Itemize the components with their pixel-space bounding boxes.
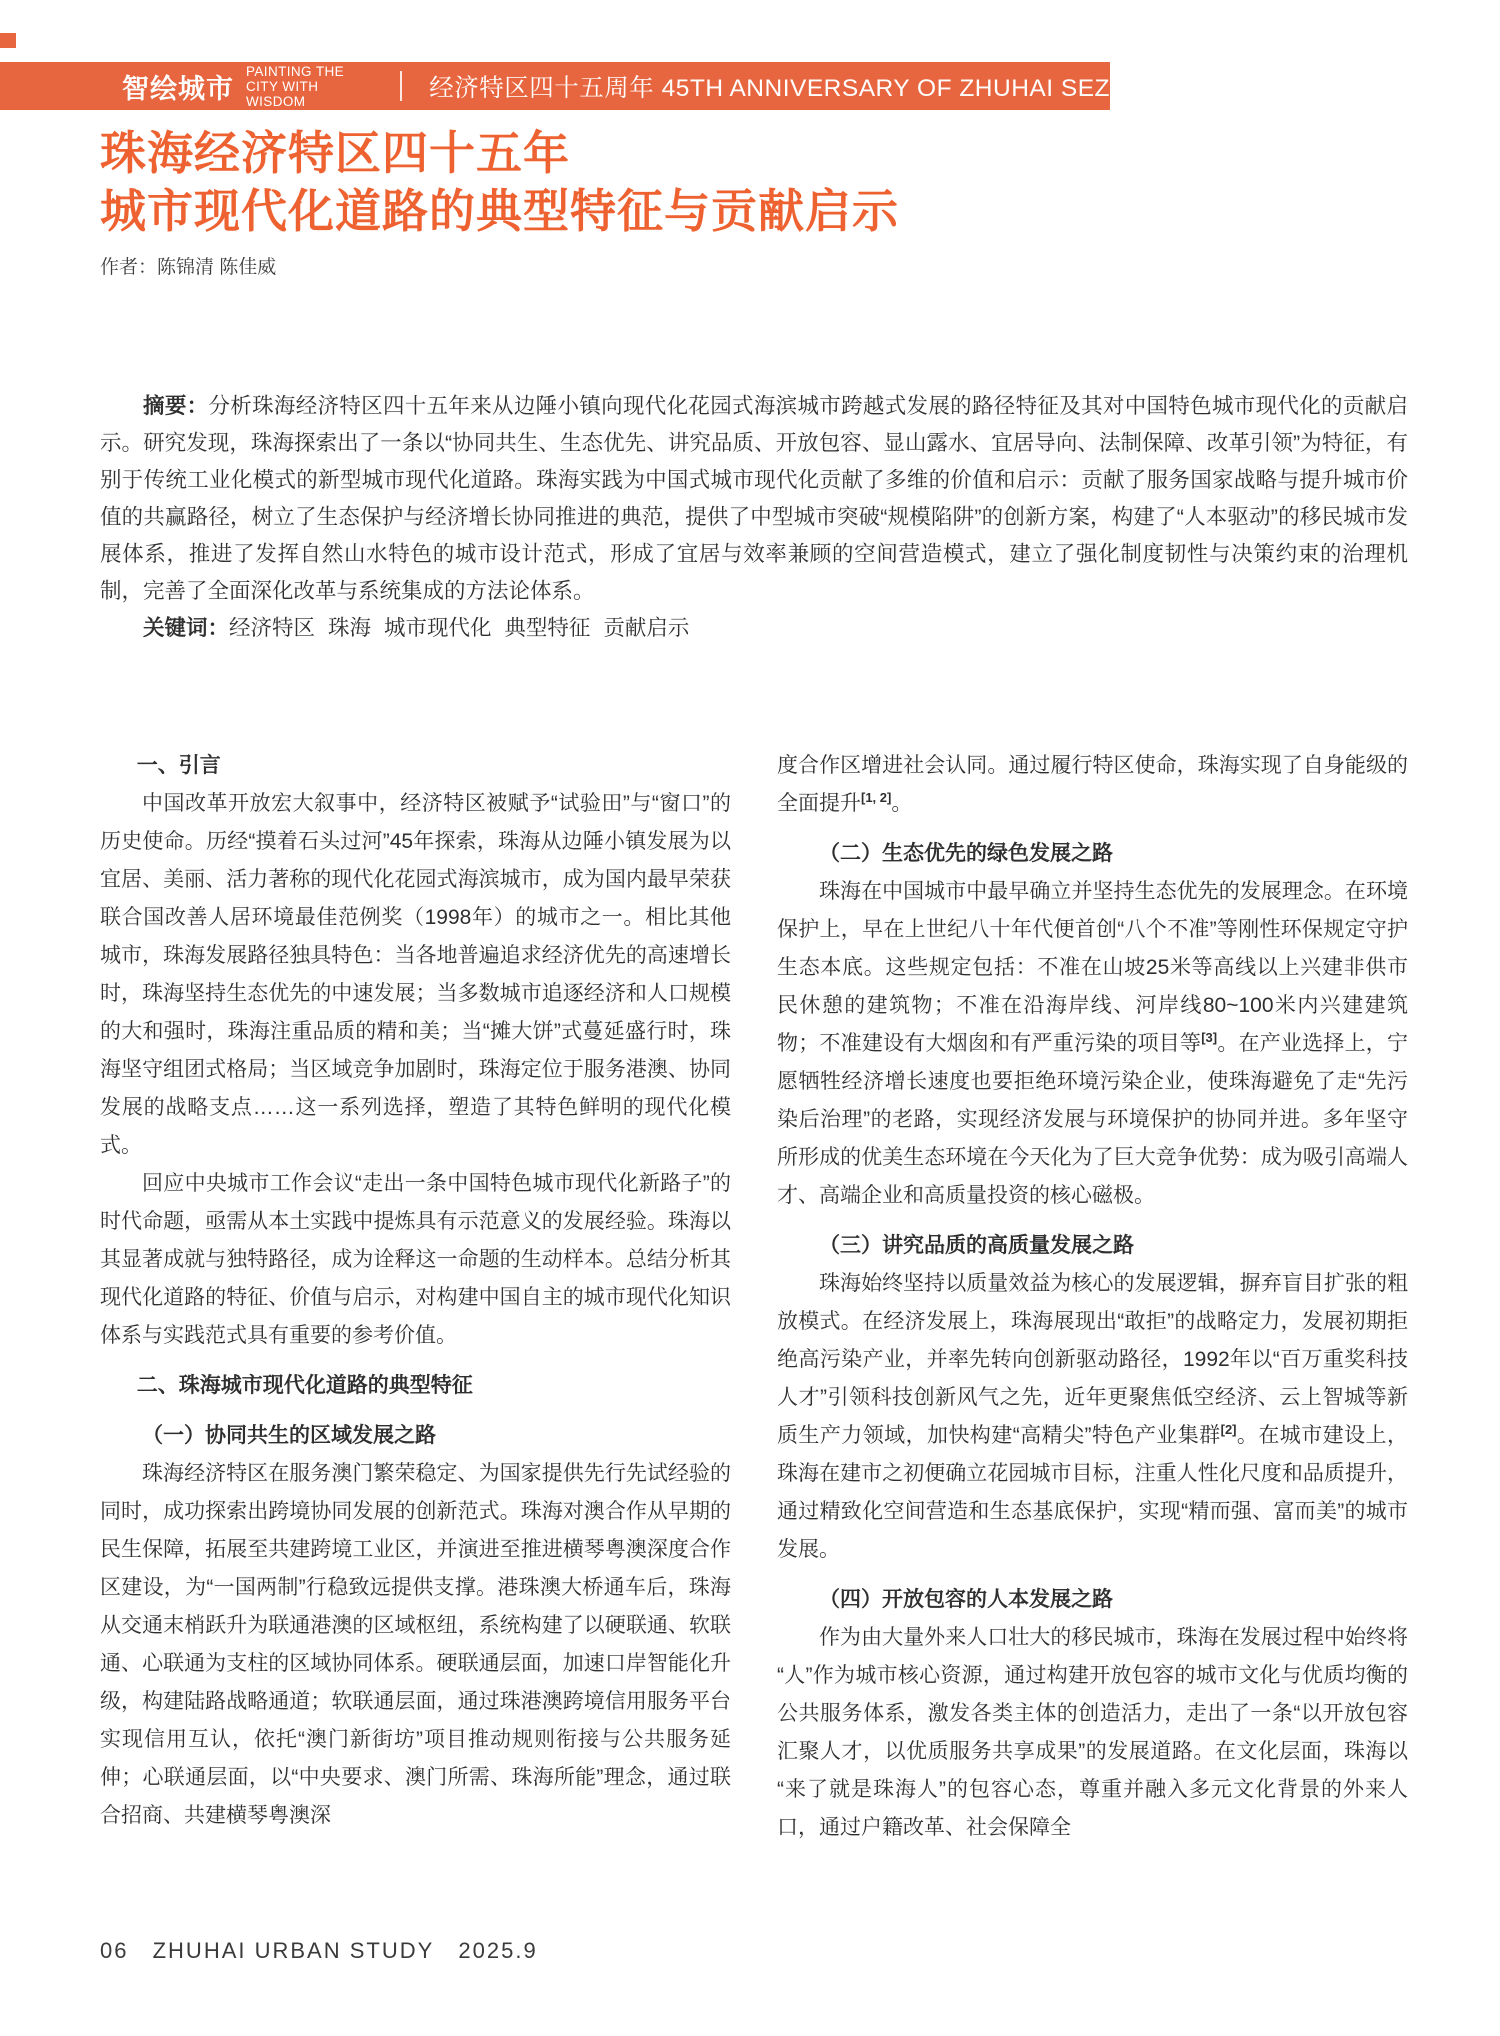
keywords-label: 关键词： <box>143 616 230 640</box>
subsection-heading: （二）生态优先的绿色发展之路 <box>819 842 1113 865</box>
corner-bleed-mark <box>0 33 16 48</box>
citation-superscript: [3] <box>1201 1030 1218 1045</box>
article-title <box>100 124 899 240</box>
paragraph: 度合作区增进社会认同。通过履行特区使命，珠海实现了自身能级的全面提升[1, 2]。 <box>777 754 1408 815</box>
section-heading: 二、珠海城市现代化道路的典型特征 <box>136 1374 473 1397</box>
subsection-heading: （四）开放包容的人本发展之路 <box>819 1588 1113 1611</box>
page-footer <box>100 1938 554 1964</box>
page-number: 06 <box>100 1938 129 1963</box>
paragraph: 珠海在中国城市中最早确立并坚持生态优先的发展理念。在环境保护上，早在上世纪八十年代便首创“八个不准”等刚性环保规定守护生态本底。这些规定包括：不准在山坡25米等高线以上兴建非供市民休憩的建筑物；不准在沿海岸线、河岸线80~100米内兴建建筑物；不准建设有大烟囱和有严重污染的项目等[3]。在产业选择上，宁愿牺牲经济增长速度也要拒绝环境污染企业，使珠海避免了走“先污染后治理”的老路，实现经济发展与环境保护的协同并进。多年坚守所形成的优美生态环境在今天化为了巨大竞争优势：成为吸引高端人才、高端企业和高质量投资的核心磁极。 <box>777 880 1409 1207</box>
paragraph: 中国改革开放宏大叙事中，经济特区被赋予“试验田”与“窗口”的历史使命。历经“摸着石头过河”45年探索，珠海从边陲小镇发展为以宜居、美丽、活力著称的现代化花园式海滨城市，成为国内最早荣获联合国改善人居环境最佳范例奖（1998年）的城市之一。相比其他城市，珠海发展路径独具特色：当各地普遍追求经济优先的高速增长时，珠海坚持生态优先的中速发展；当多数城市追逐经济和人口规模的大和强时，珠海注重品质的精和美；当“摊大饼”式蔓延盛行时，珠海坚守组团式格局；当区域竞争加剧时，珠海定位于服务港澳、协同发展的战略支点……这一系列选择，塑造了其特色鲜明的现代化模式。 <box>100 792 731 1157</box>
journal-name: ZHUHAI URBAN STUDY <box>152 1938 435 1963</box>
anniversary-banner: 经济特区四十五周年 45TH ANNIVERSARY OF ZHUHAI SEZ <box>429 74 1110 102</box>
paragraph: 珠海经济特区在服务澳门繁荣稳定、为国家提供先行先试经验的同时，成功探索出跨境协同发展的创新范式。珠海对澳合作从早期的民生保障，拓展至共建跨境工业区，并演进至推进横琴粤澳深度合作区建设，为“一国两制”行稳致远提供支撑。港珠澳大桥通车后，珠海从交通末梢跃升为联通港澳的区域枢纽，系统构建了以硬联通、软联通、心联通为支柱的区域协同体系。硬联通层面，加速口岸智能化升级，构建陆路战略通道；软联通层面，通过珠港澳跨境信用服务平台实现信用互认，依托“澳门新街坊”项目推动规则衔接与公共服务延伸；心联通层面，以“中央要求、澳门所需、珠海所能”理念，通过联合招商、共建横琴粤澳深 <box>100 1462 731 1827</box>
subsection-heading: （三）讲究品质的高质量发展之路 <box>819 1234 1134 1257</box>
citation-superscript: [2] <box>1220 1422 1237 1437</box>
article-title-line1: 珠海经济特区四十五年 <box>100 127 570 179</box>
right-column <box>777 747 1408 1847</box>
brand-tagline-line2: CITY WITH WISDOM <box>246 78 319 109</box>
brand-tagline <box>246 64 373 109</box>
citation-superscript: [1, 2] <box>861 790 892 805</box>
abstract-text: 分析珠海经济特区四十五年来从边陲小镇向现代化花园式海滨城市跨越式发展的路径特征及其对中国特色城市现代化的贡献启示。研究发现，珠海探索出了一条以“协同共生、生态优先、讲究品质、开放包容、显山露水、宜居导向、法制保障、改革引领”为特征，有别于传统工业化模式的新型城市现代化道路。珠海实践为中国式城市现代化贡献了多维的价值和启示：贡献了服务国家战略与提升城市价值的共赢路径，树立了生态保护与经济增长协同推进的典范，提供了中型城市突破“规模陷阱”的创新方案，构建了“人本驱动”的移民城市发展体系，推进了发挥自然山水特色的城市设计范式，形成了宜居与效率兼顾的空间营造模式，建立了强化制度韧性与决策约束的治理机制，完善了全面深化改革与系统集成的方法论体系。 <box>100 394 1408 603</box>
header-banner <box>0 62 1110 110</box>
paragraph: 珠海始终坚持以质量效益为核心的发展逻辑，摒弃盲目扩张的粗放模式。在经济发展上，珠海展现出“敢拒”的战略定力，发展初期拒绝高污染产业，并率先转向创新驱动路径，1992年以“百万重奖科技人才”引领科技创新风气之先，近年更聚焦低空经济、云上智城等新质生产力领域，加快构建“高精尖”特色产业集群[2]。在城市建设上，珠海在建市之初便确立花园城市目标，注重人性化尺度和品质提升，通过精致化空间营造和生态基底保护，实现“精而强、富而美”的城市发展。 <box>777 1272 1408 1561</box>
paragraph: 作为由大量外来人口壮大的移民城市，珠海在发展过程中始终将“人”作为城市核心资源，通过构建开放包容的城市文化与优质均衡的公共服务体系，激发各类主体的创造活力，走出了一条“以开放包容汇聚人才，以优质服务共享成果”的发展道路。在文化层面，珠海以“来了就是珠海人”的包容心态，尊重并融入多元文化背景的外来人口，通过户籍改革、社会保障全 <box>777 1626 1408 1839</box>
section-heading: 一、引言 <box>136 754 221 777</box>
abstract-section <box>100 388 1408 647</box>
abstract-paragraph <box>100 388 1408 610</box>
article-body <box>100 747 1408 1847</box>
paragraph: 回应中央城市工作会议“走出一条中国特色城市现代化新路子”的时代命题，亟需从本土实践中提炼具有示范意义的发展经验。珠海以其显著成就与独特路径，成为诠释这一命题的生动样本。总结分析其现代化道路的特征、价值与启示，对构建中国自主的城市现代化知识体系与实践范式具有重要的参考价值。 <box>100 1172 731 1347</box>
abstract-label: 摘要： <box>143 394 209 418</box>
author-line: 作者：陈锦清 陈佳威 <box>100 257 277 278</box>
brand-tagline-line1: PAINTING THE <box>246 63 345 79</box>
subsection-heading: （一）协同共生的区域发展之路 <box>142 1424 436 1447</box>
header-divider <box>400 71 402 101</box>
keywords-line <box>100 610 1408 647</box>
article-title-line2: 城市现代化道路的典型特征与贡献启示 <box>100 185 899 237</box>
left-column <box>100 747 731 1847</box>
issue-date: 2025.9 <box>458 1938 538 1963</box>
keywords-text: 经济特区 珠海 城市现代化 典型特征 贡献启示 <box>229 616 690 640</box>
brand-name: 智绘城市 <box>122 73 234 104</box>
